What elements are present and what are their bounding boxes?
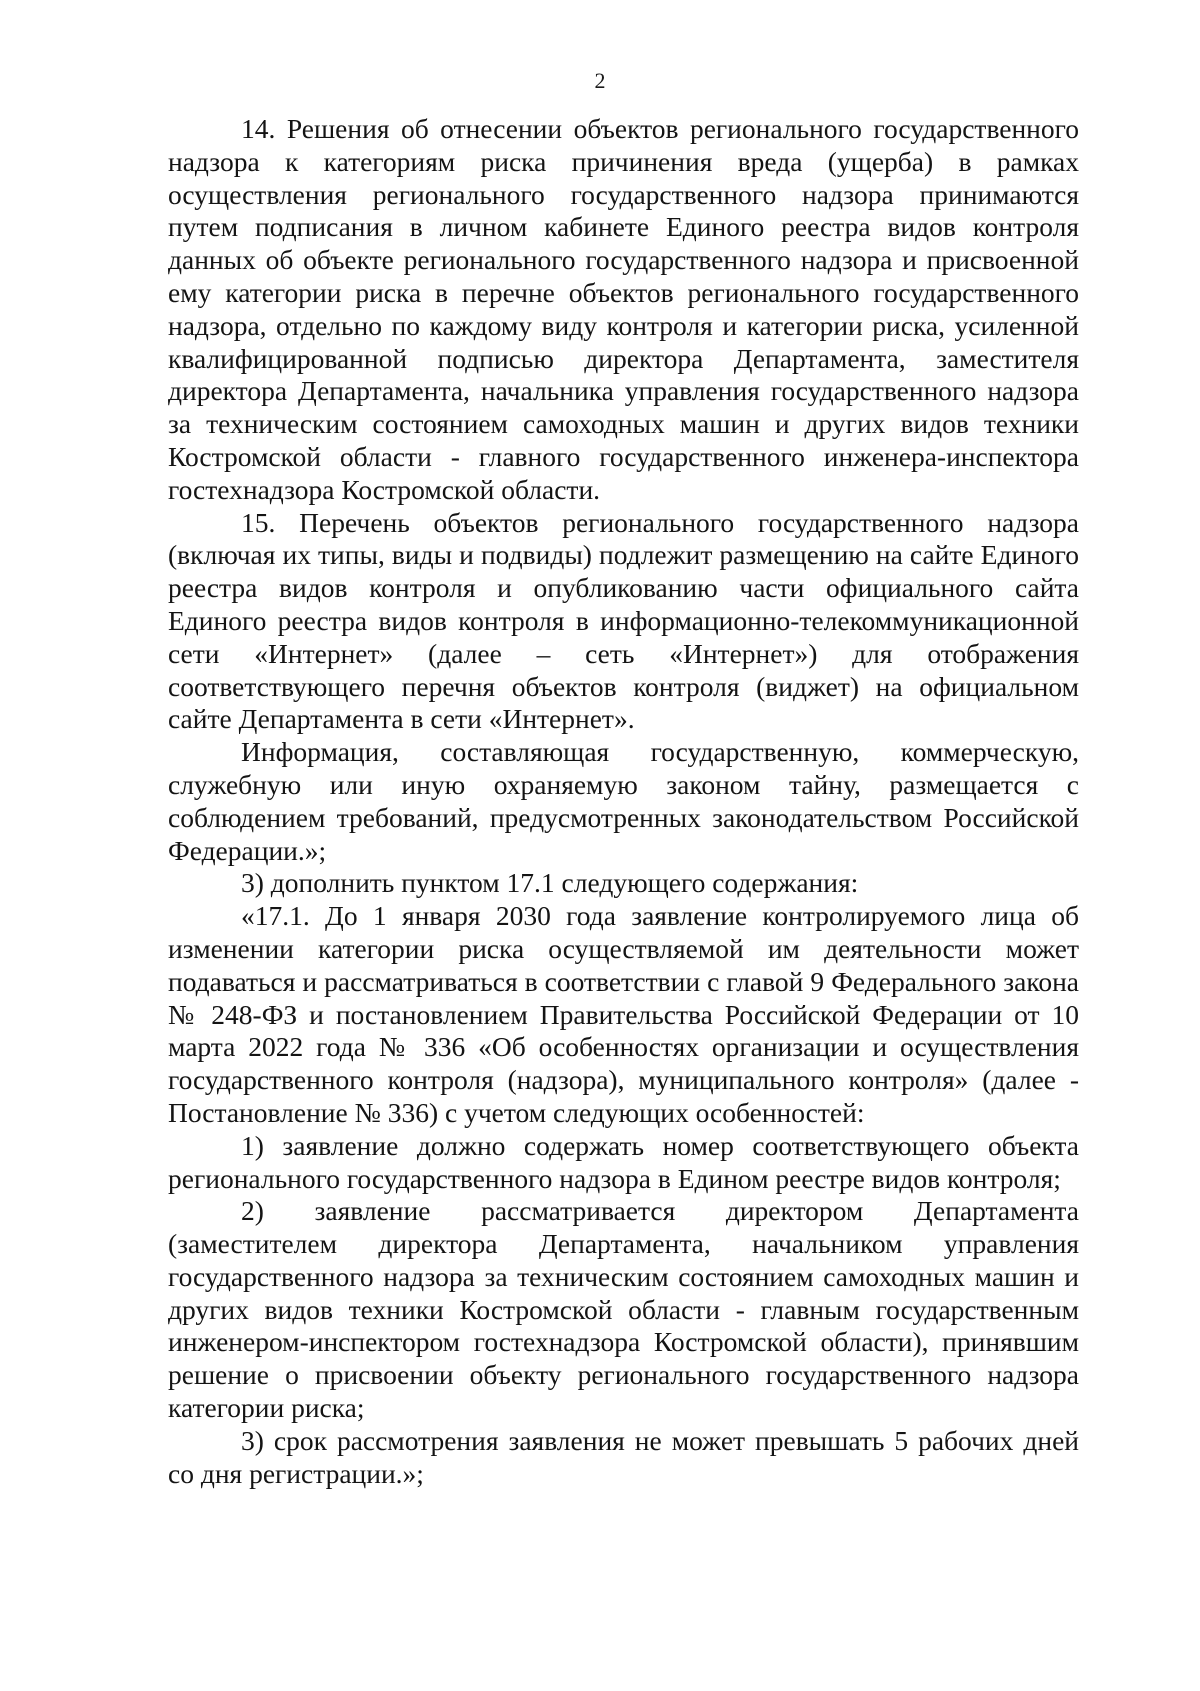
paragraph-item-17-1: «17.1. До 1 января 2030 года заявление контролируемого лица об изменении категории риска осуществляемой им деятельности может подаваться и рассматриваться в соответствии с главой 9 Федерального закона № 248-ФЗ и постановлением Правительства Российской Федерации от 10 марта 2022 года № 336 «Об особенностях организации и осуществления государственного контроля (надзора), муниципального контроля» (далее - Постановление № 336) с учетом следующих особенностей: (168, 900, 1079, 1128)
paragraph-subitem-1: 1) заявление должно содержать номер соответствующего объекта регионального государственного надзора в Едином реестре видов контроля; (168, 1129, 1079, 1194)
paragraph-subitem-2: 2) заявление рассматривается директором Департамента (заместителем директора Департамента, начальником управления государственного надзора за техническим состоянием самоходных машин и других видов техники Костромской области - главным государственным инженером-инспектором гостехнадзора Костромской области), принявшим решение о присвоении объекту регионального государственного надзора категории риска; (168, 1195, 1079, 1424)
page-number: 2 (594, 68, 606, 93)
paragraph-item-14: 14. Решения об отнесении объектов регионального государственного надзора к категориям риска причинения вреда (ущерба) в рамках осуществления регионального государственного надзора принимаются путем подписания в личном кабинете Единого реестра видов контроля данных об объекте регионального государственного надзора и присвоенной ему категории риска в перечне объектов регионального государственного надзора, отдельно по каждому виду контроля и категории риска, усиленной квалифицированной подписью директора Департамента, заместителя директора Департамента, начальника управления государственного надзора за техническим состоянием самоходных машин и других видов техники Костромской области - главного государственного инженера-инспектора гостехнадзора Костромской области. (168, 113, 1079, 505)
document-body (168, 113, 1079, 1490)
paragraph-subitem-3: 3) срок рассмотрения заявления не может превышать 5 рабочих дней со дня регистрации.»; (168, 1424, 1079, 1489)
paragraph-information: Информация, составляющая государственную, коммерческую, служебную или иную охраняемую законом тайну, размещается с соблюдением требований, предусмотренных законодательством Российской Федерации.»; (168, 736, 1079, 866)
paragraph-item-15: 15. Перечень объектов регионального государственного надзора (включая их типы, виды и подвиды) подлежит размещению на сайте Единого реестра видов контроля и опубликованию части официального сайта Единого реестра видов контроля в информационно-телекоммуникационной сети «Интернет» (далее – сеть «Интернет») для отображения соответствующего перечня объектов контроля (виджет) на официальном сайте Департамента в сети «Интернет». (168, 506, 1079, 735)
paragraph-amendment-3: 3) дополнить пунктом 17.1 следующего содержания: (241, 867, 859, 899)
